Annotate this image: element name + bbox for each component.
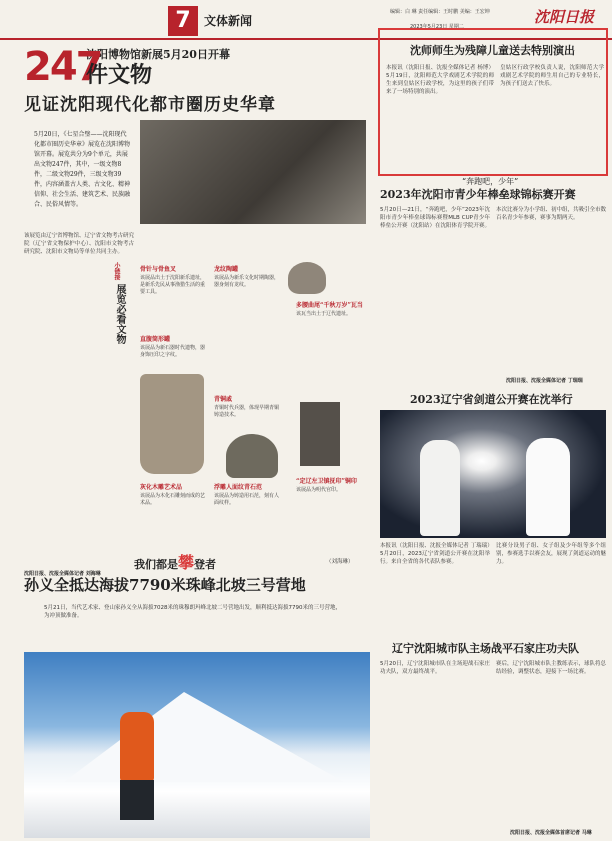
climber-figure bbox=[120, 712, 154, 782]
story6-credit: 沈阳日报、沈报全媒体首席记者 马琳 bbox=[510, 830, 592, 836]
logo-post: 登者 bbox=[194, 558, 217, 571]
exhibition-photo bbox=[140, 120, 366, 224]
story3-credit: 沈阳日报、沈报全媒体记者 丁瑞瑞 bbox=[506, 378, 583, 384]
artifact-desc: 该展品为新乐文化时期陶器，器身刻有龙纹。 bbox=[214, 275, 280, 288]
artifact-item bbox=[140, 482, 206, 507]
artifact-item bbox=[214, 394, 280, 419]
story4-title: 2023辽宁省剑道公开赛在沈举行 bbox=[410, 393, 573, 406]
climber-column-logo bbox=[134, 550, 216, 573]
story6-body-col2: 赛后，辽宁沈阳城市队主教练表示，球队将总结经验，调整状态，迎接下一场比赛。 bbox=[496, 661, 607, 675]
artifact-name: “定辽左卫镇抚印”铜印 bbox=[296, 478, 357, 485]
story2-title: 沈师师生为残障儿童送去特别演出 bbox=[410, 44, 575, 57]
everest-photo bbox=[24, 652, 370, 838]
artifact-desc: 该展品出土于沈阳新乐遗址，是新乐先民从事渔猎生活的重要工具。 bbox=[140, 275, 206, 295]
artifact-name: 多腰曲尾“千秋万岁”瓦当 bbox=[296, 302, 363, 309]
editors-line: 编辑：白 琳 责任编辑：王时鹏 美编：王宏坤 bbox=[390, 9, 490, 15]
newspaper-logo: 沈阳日报 bbox=[534, 8, 595, 26]
story3-title: 2023年沈阳市青少年棒垒球锦标赛开赛 bbox=[380, 188, 576, 201]
story1-subtitle: 沈阳博物馆新展5月20日开幕 bbox=[86, 48, 230, 61]
story6-body-col1: 5月20日，辽宁沈阳城市队在主场迎战石家庄功夫队，双方最终战平。 bbox=[380, 661, 490, 675]
story2-body-col2: 皇姑区行政学校负责人说，沈阳师范大学戏剧艺术学院的师生用自己的专业特长，为孩子们送去了快乐。 bbox=[500, 65, 604, 87]
issue-date: 2023年5月23日 星期二 bbox=[410, 24, 464, 30]
artifact-name: 灰化木雕艺术品 bbox=[140, 484, 183, 491]
logo-pre: 我们都是 bbox=[134, 558, 178, 571]
story3-kicker: “奔跑吧，少年” bbox=[462, 177, 519, 186]
artifact-seal-image bbox=[300, 402, 340, 466]
story3-body-col1: 5月20日—21日，“奔跑吧，少年”2023年沈阳市青少年棒垒球锦标赛暨MLB CUP青少年棒垒公开赛（沈阳站）在沈阳体育学院开赛。 bbox=[380, 207, 491, 229]
artifact-item bbox=[214, 482, 280, 507]
story3-body-col2: 本次比赛分为小学组、初中组，共吸引全市数百名青少年参赛，赛事为期两天。 bbox=[496, 207, 607, 221]
artifact-desc: 该展品为木化石雕刻而成的艺术品。 bbox=[140, 493, 206, 506]
story6-title: 辽宁沈阳城市队主场战平石家庄功夫队 bbox=[392, 642, 579, 655]
artifact-pot-image bbox=[288, 262, 326, 294]
artifact-desc: 青铜时代兵器，体现早期青铜铸造技术。 bbox=[214, 405, 280, 418]
story1-lead: 5月20日，《七星合璧——沈阳现代化都市圈历史华章》展览在沈阳博物馆开幕。展览共分为9个单元，共展出文物247件，其中，一级文物8件，二级文物29件，三级文物39件，内容涵盖古人类、古文化、精神信仰、社会生活、建筑艺术、民族融合、民俗风情等。 bbox=[34, 131, 131, 208]
kendo-player-left bbox=[420, 440, 460, 536]
artifact-axe-image bbox=[226, 434, 278, 478]
artifact-desc: 该展品为明代官印。 bbox=[296, 487, 342, 493]
story1-credit: 沈阳日报、沈报全媒体记者 刘海琳 bbox=[24, 571, 101, 577]
story1-body: 该展览由辽宁省博物馆、辽宁省文物考古研究院（辽宁省文物保护中心）、沈阳市文物考古研究院、沈阳市文物局等单位共同主办。 bbox=[24, 233, 135, 255]
artifact-name: 浮雕人面纹青石范 bbox=[214, 484, 263, 491]
story1-author: （刘海琳） bbox=[326, 559, 354, 565]
artifact-item bbox=[214, 264, 280, 289]
story5-lead: 5月21日，当代艺术家、登山家孙义全从海拔7028米的珠穆朗玛峰北坡二号营地出发，顺利抵达海拔7790米的三号营地，为冲顶做准备。 bbox=[44, 605, 341, 619]
artifact-desc: 该展品为新石器时代遗物，器身饰压印之字纹。 bbox=[140, 345, 206, 358]
kendo-player-right bbox=[526, 438, 570, 536]
story1-number: 247 bbox=[24, 44, 102, 90]
climber-legs bbox=[120, 780, 154, 820]
mountain-shape bbox=[64, 692, 344, 782]
story4-body-col2: 比赛分设男子组、女子组及少年组等多个组别，参赛选手以赛会友，展现了剑道运动的魅力。 bbox=[496, 543, 607, 565]
page-number: 7 bbox=[168, 6, 198, 36]
artifacts-heading: 展览必看文物 bbox=[114, 284, 125, 344]
artifact-desc: 该展品为铸造用石范，刻有人面纹样。 bbox=[214, 493, 280, 506]
story5-title: 孙义全抵达海拔7790米珠峰北坡三号营地 bbox=[24, 576, 306, 594]
artifact-name: 直腹筒形罐 bbox=[140, 336, 171, 343]
section-name: 文体新闻 bbox=[204, 14, 253, 28]
story1-headline: 见证沈阳现代化都市圈历史华章 bbox=[24, 95, 276, 115]
artifacts-tag: 小链接 bbox=[113, 262, 120, 280]
artifact-name: 龙纹陶罐 bbox=[214, 266, 239, 273]
artifact-jar-image bbox=[140, 374, 204, 474]
artifact-name: 骨针与骨鱼叉 bbox=[140, 266, 177, 273]
artifact-item bbox=[296, 300, 366, 318]
highlighted-story-box bbox=[378, 28, 608, 176]
artifact-item bbox=[296, 476, 366, 494]
artifact-item bbox=[140, 334, 206, 359]
story4-body-col1: 本报讯（沈阳日报、沈报全媒体记者 丁瑞瑞）5月20日，2023辽宁省剑道公开赛在沈阳举行。来自全省的各代表队参赛。 bbox=[380, 543, 490, 565]
artifact-name: 青铜戚 bbox=[214, 396, 233, 403]
artifact-desc: 该瓦当出土于辽代遗址。 bbox=[296, 311, 352, 317]
logo-main: 攀 bbox=[178, 553, 195, 572]
story2-body-col1: 本报讯（沈阳日报、沈报全媒体记者 杨博）5月19日，沈阳师范大学戏剧艺术学院的师生来到皇姑区行政学校，为这里的孩子们带来了一场特别的演出。 bbox=[386, 65, 494, 95]
story1-pieces: 件文物 bbox=[86, 62, 153, 88]
artifact-item bbox=[140, 264, 206, 296]
artifacts-label bbox=[112, 262, 126, 362]
kendo-photo bbox=[380, 410, 606, 538]
